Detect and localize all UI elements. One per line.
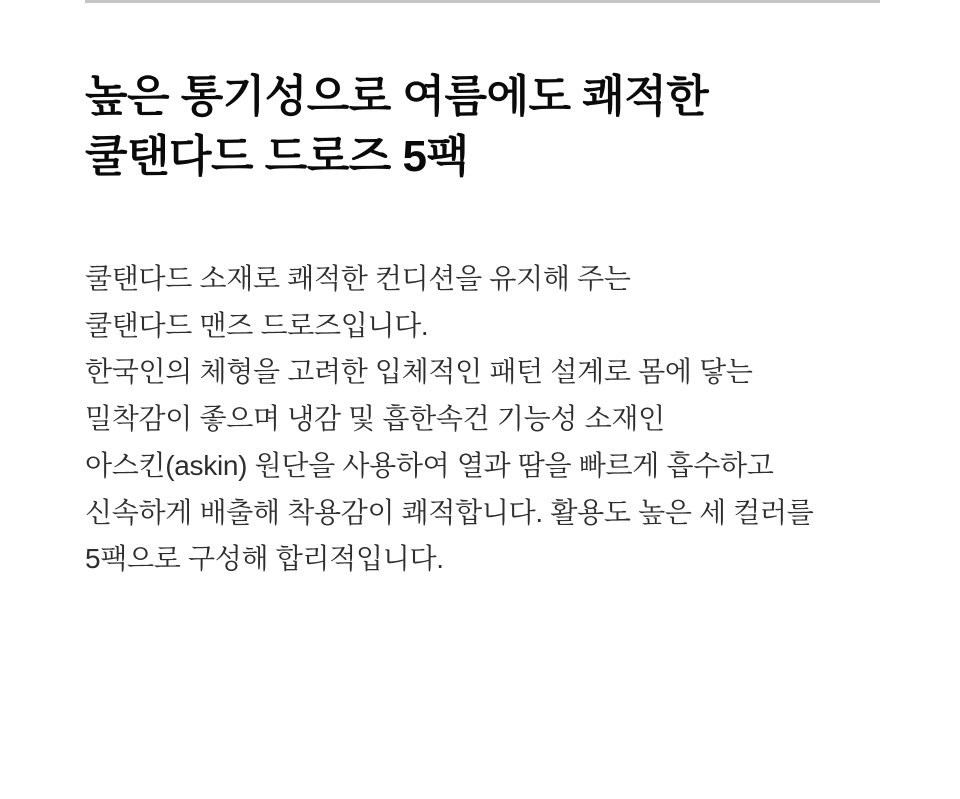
description-line: 5팩으로 구성해 합리적입니다. <box>85 543 444 575</box>
description-line: 쿨탠다드 소재로 쾌적한 컨디션을 유지해 주는 <box>85 263 631 294</box>
description-line: 쿨탠다드 맨즈 드로즈입니다. <box>85 309 429 341</box>
product-title <box>85 67 880 187</box>
product-description-section <box>85 0 880 583</box>
product-title-line: 쿨탠다드 드로즈 5팩 <box>85 132 469 181</box>
product-title-line: 높은 통기성으로 여름에도 쾌적한 <box>85 72 709 121</box>
description-line: 밀착감이 좋으며 냉감 및 흡한속건 기능성 소재인 <box>85 403 665 435</box>
product-description-text <box>85 256 880 583</box>
description-line: 아스킨(askin) 원단을 사용하여 열과 땀을 빠르게 흡수하고 <box>85 449 774 481</box>
description-line: 신속하게 배출해 착용감이 쾌적합니다. 활용도 높은 세 컬러를 <box>85 496 814 528</box>
description-line: 한국인의 체형을 고려한 입체적인 패턴 설계로 몸에 닿는 <box>85 356 753 388</box>
